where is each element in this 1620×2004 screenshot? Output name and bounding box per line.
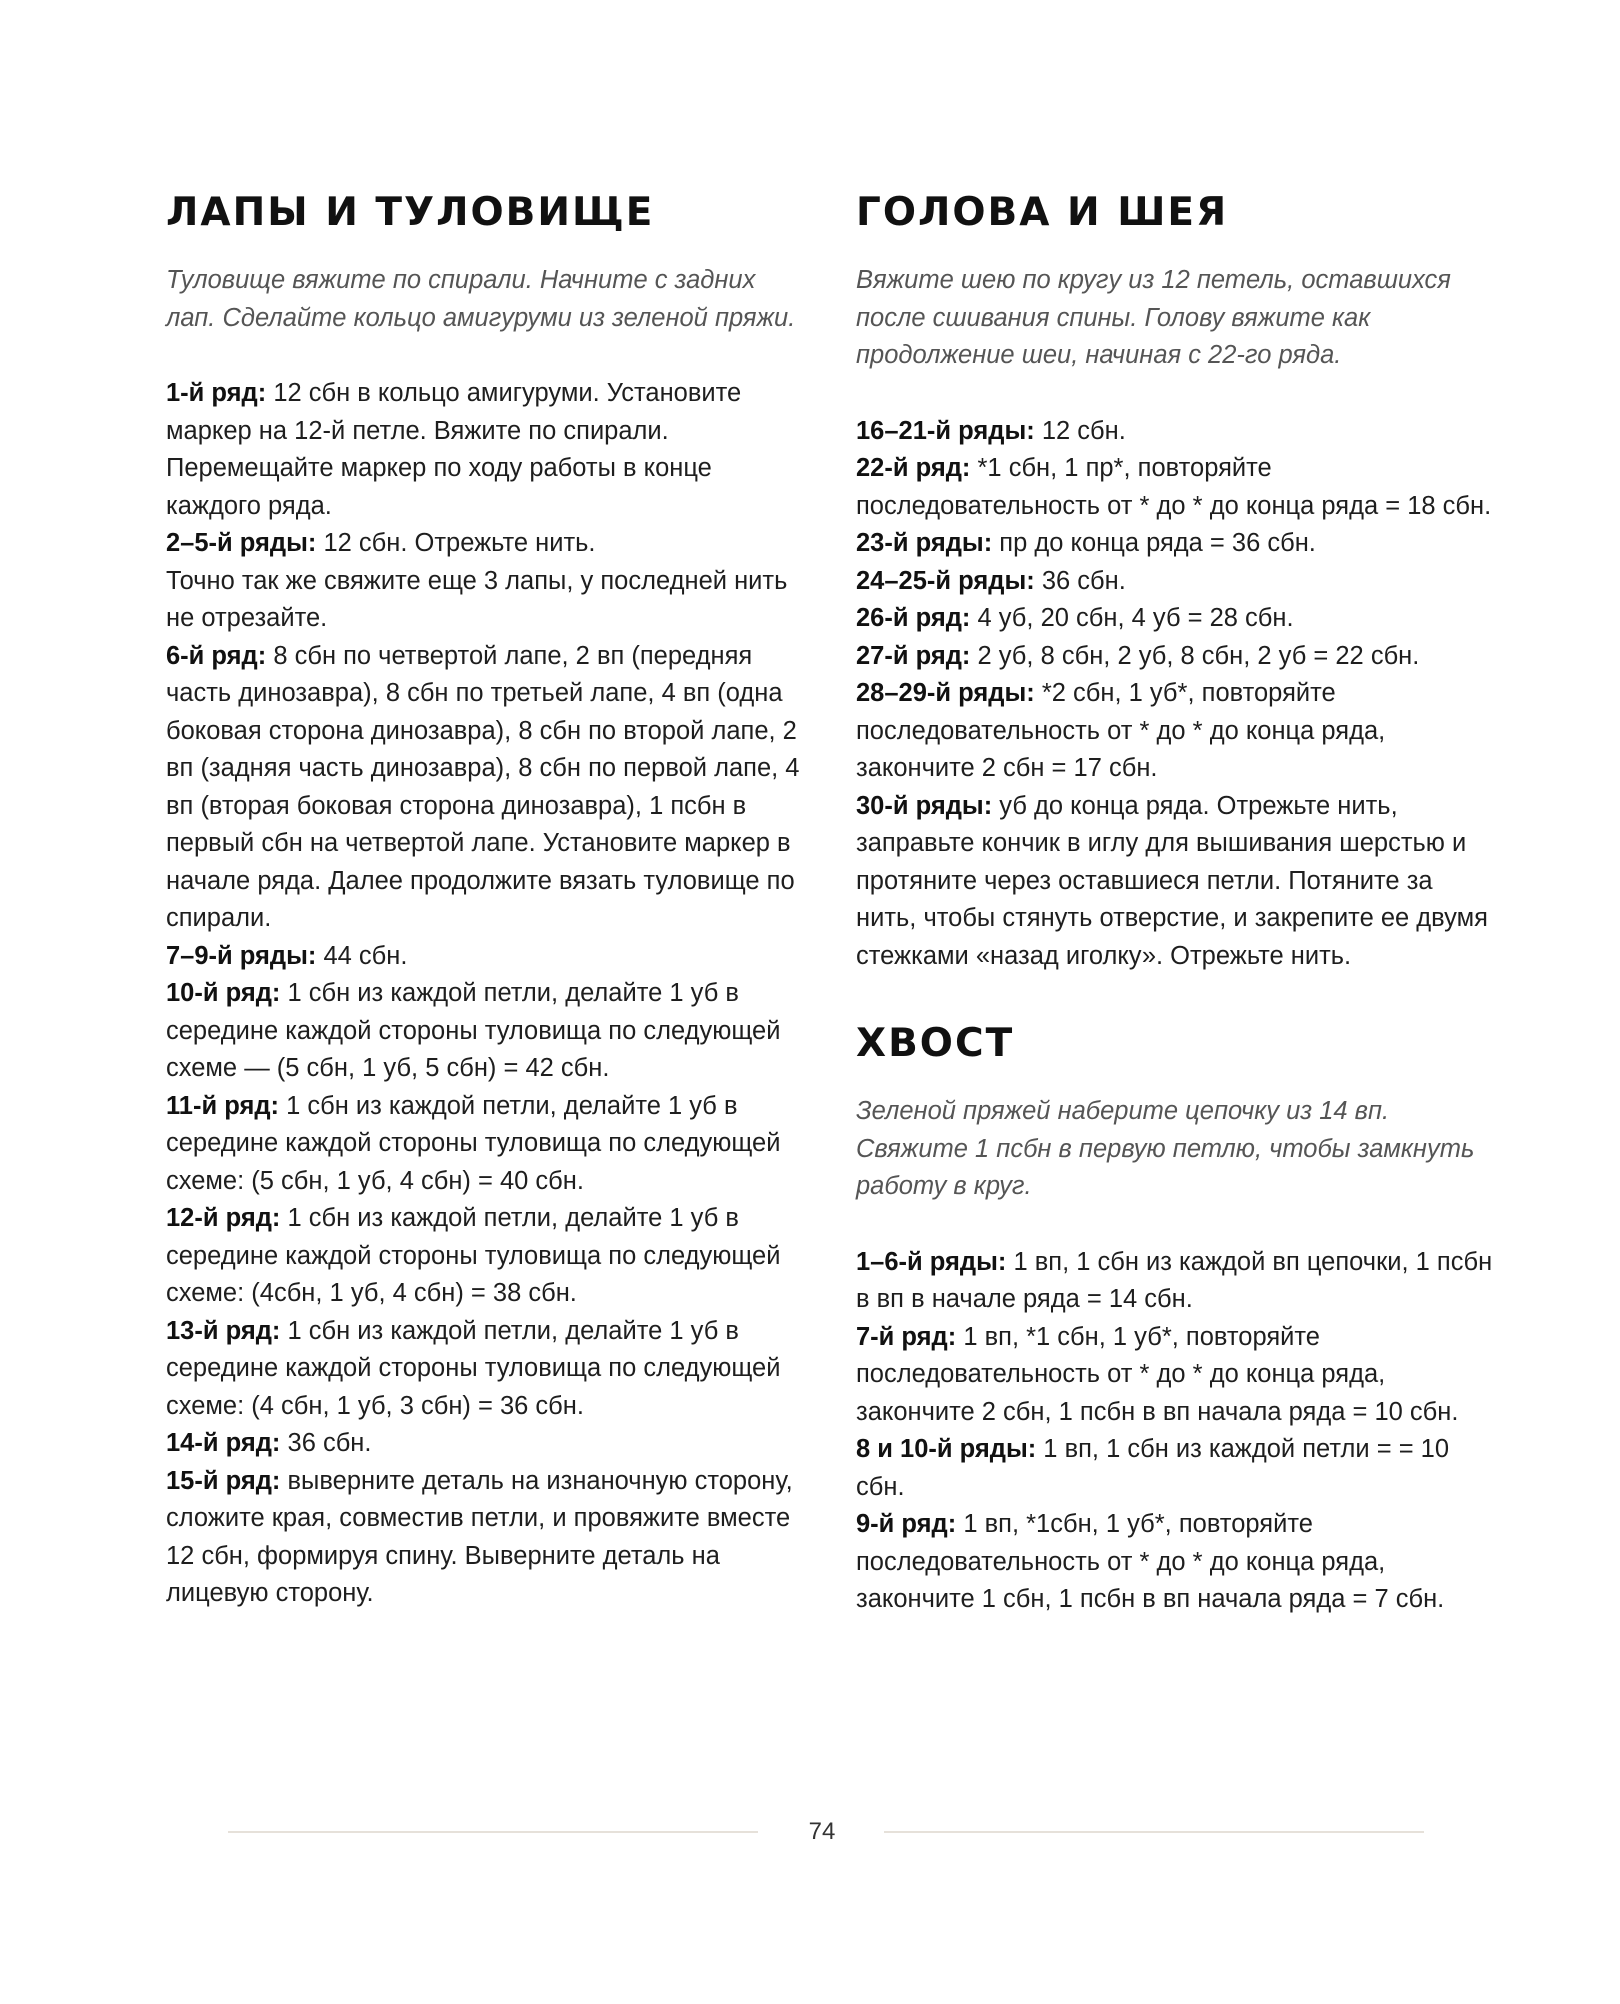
row-text: 36 сбн. [280, 1429, 372, 1457]
row-label: 26-й ряд: [856, 604, 971, 632]
row-label: 16–21-й ряды: [856, 416, 1035, 445]
row-list [856, 1244, 1496, 1619]
row-label: 27-й ряд: [856, 641, 971, 670]
pattern-row [166, 525, 806, 563]
section-divider-space [856, 975, 1496, 1019]
row-label: 6-й ряд: [166, 641, 267, 670]
row-text: 1 вп, 1 сбн из каждой вп цепочки, 1 псбн в вп в начале ряда = 14 сбн. [856, 1247, 1493, 1313]
row-label: 7-й ряд: [856, 1322, 957, 1351]
footer-rule-left [228, 1831, 758, 1833]
row-text: 36 сбн. [1034, 566, 1126, 595]
row-text: 1 вп, 1 сбн из каждой петли = = 10 сбн. [856, 1435, 1450, 1501]
pattern-row [166, 1463, 806, 1613]
row-label: 28–29-й ряды: [856, 679, 1035, 707]
row-text: 1 сбн из каждой петли, делайте 1 уб в середине каждой стороны туловища по следующей схеме — (5 сбн, 1 уб, 5 сбн) = 42 сбн. [166, 979, 781, 1082]
row-label: 8 и 10-й ряды: [856, 1435, 1037, 1463]
pattern-row [856, 788, 1496, 976]
page-number: 74 [808, 1818, 836, 1845]
row-text: 4 уб, 20 сбн, 4 уб = 28 сбн. [970, 604, 1294, 632]
section-tail [856, 1019, 1496, 1619]
section-head-neck [856, 188, 1496, 1619]
row-text: 1 сбн из каждой петли, делайте 1 уб в середине каждой стороны туловища по следующей схеме: (5 сбн, 1 уб, 4 сбн) = 40 сбн. [166, 1091, 781, 1195]
pattern-row [166, 638, 806, 938]
row-text: *1 сбн, 1 пр*, повторяйте последовательность от * до * до конца ряда = 18 сбн. [856, 454, 1492, 520]
pattern-row [856, 450, 1496, 525]
section-intro: Вяжите шею по кругу из 12 петель, оставшихся после сшивания спины. Голову вяжите как продолжение шеи, начиная с 22-го ряда. [856, 266, 1451, 369]
pattern-row [856, 600, 1496, 638]
pattern-row [856, 638, 1496, 676]
section-title: ХВОСТ [856, 1021, 1015, 1066]
row-text: *2 сбн, 1 уб*, повторяйте последовательность от * до * до конца ряда, закончите 2 сбн = 17 сбн. [856, 679, 1386, 782]
row-label: 30-й ряды: [856, 791, 993, 820]
pattern-row [856, 675, 1496, 788]
footer-rule-right [884, 1831, 1424, 1833]
row-label: 13-й ряд: [166, 1316, 281, 1345]
pattern-row [166, 1088, 806, 1201]
row-label: 23-й ряды: [856, 529, 993, 557]
pattern-row [166, 1313, 806, 1426]
row-text: 44 сбн. [316, 941, 408, 970]
row-text: 1 вп, *1сбн, 1 уб*, повторяйте последовательность от * до * до конца ряда, закончите 1 сбн, 1 псбн в вп начала ряда = 7 сбн. [856, 1510, 1445, 1613]
row-label: 1–6-й ряды: [856, 1247, 1007, 1276]
pattern-row [856, 525, 1496, 563]
row-text: 12 сбн. Отрежьте нить. [316, 529, 596, 557]
row-text: 1 сбн из каждой петли, делайте 1 уб в середине каждой стороны туловища по следующей схеме: (4сбн, 1 уб, 4 сбн) = 38 сбн. [166, 1204, 781, 1307]
row-text: уб до конца ряда. Отрежьте нить, заправьте кончик в иглу для вышивания шерстью и протяните через оставшиеся петли. Потяните за нить, чтобы стянуть отверстие, и закрепите ее двумя стежками «назад иголку». Отрежьте нить. [856, 791, 1488, 970]
section-title: ГОЛОВА И ШЕЯ [856, 190, 1229, 235]
pattern-row [856, 1244, 1496, 1319]
row-text: выверните деталь на изнаночную сторону, сложите края, совместив петли, и провяжите вместе 12 сбн, формируя спину. Выверните деталь на лицевую сторону. [166, 1466, 793, 1607]
pattern-row [856, 563, 1496, 601]
section-intro: Туловище вяжите по спирали. Начните с задних лап. Сделайте кольцо амигуруми из зеленой пряжи. [166, 266, 796, 332]
row-text: 8 сбн по четвертой лапе, 2 вп (передняя часть динозавра), 8 сбн по третьей лапе, 4 вп (одна боковая сторона динозавра), 8 сбн по второй лапе, 2 вп (задняя часть динозавра), 8 сбн по первой лапе, 4 вп (вторая боковая сторона динозавра), 1 псбн в первый сбн на четвертой лапе. Установите маркер в начале ряда. Далее продолжите вязать туловище по спирали. [166, 641, 800, 932]
row-label: 7–9-й ряды: [166, 941, 317, 970]
row-list [166, 375, 806, 1613]
row-text: 1 сбн из каждой петли, делайте 1 уб в середине каждой стороны туловища по следующей схеме: (4 сбн, 1 уб, 3 сбн) = 36 сбн. [166, 1316, 781, 1420]
row-text: 12 сбн в кольцо амигуруми. Установите маркер на 12-й петле. Вяжите по спирали. Перемещайте маркер по ходу работы в конце каждого ряда. [166, 379, 742, 520]
pattern-row [856, 1506, 1496, 1619]
pattern-row [856, 1431, 1496, 1506]
pattern-row [166, 975, 806, 1088]
row-text: пр до конца ряда = 36 сбн. [992, 529, 1316, 557]
row-label: 1-й ряд: [166, 379, 267, 407]
pattern-row [166, 1200, 806, 1313]
row-list [856, 413, 1496, 976]
row-text: 2 уб, 8 сбн, 2 уб, 8 сбн, 2 уб = 22 сбн. [970, 641, 1420, 670]
row-label: 9-й ряд: [856, 1510, 957, 1538]
row-label: 2–5-й ряды: [166, 529, 317, 557]
pattern-row [166, 938, 806, 976]
row-label: 22-й ряд: [856, 454, 971, 482]
pattern-row [856, 413, 1496, 451]
row-text: 1 вп, *1 сбн, 1 уб*, повторяйте последовательность от * до * до конца ряда, закончите 2 сбн, 1 псбн в вп начала ряда = 10 сбн. [856, 1322, 1459, 1426]
row-label: 12-й ряд: [166, 1204, 281, 1232]
section-title: ЛАПЫ И ТУЛОВИЩЕ [166, 190, 655, 235]
pattern-row [166, 1425, 806, 1463]
pattern-row [166, 563, 806, 638]
row-label: 14-й ряд: [166, 1429, 281, 1457]
row-label: 10-й ряд: [166, 979, 281, 1007]
row-label: 24–25-й ряды: [856, 566, 1035, 595]
row-text: 12 сбн. [1034, 416, 1126, 445]
pattern-row [166, 375, 806, 525]
row-label: 15-й ряд: [166, 1466, 281, 1495]
section-legs-body [166, 188, 806, 1613]
row-label: 11-й ряд: [166, 1091, 280, 1120]
row-text: Точно так же свяжите еще 3 лапы, у последней нить не отрезайте. [166, 566, 788, 632]
pattern-row [856, 1319, 1496, 1432]
section-intro: Зеленой пряжей наберите цепочку из 14 вп. Свяжите 1 псбн в первую петлю, чтобы замкнуть работу в круг. [856, 1097, 1475, 1200]
